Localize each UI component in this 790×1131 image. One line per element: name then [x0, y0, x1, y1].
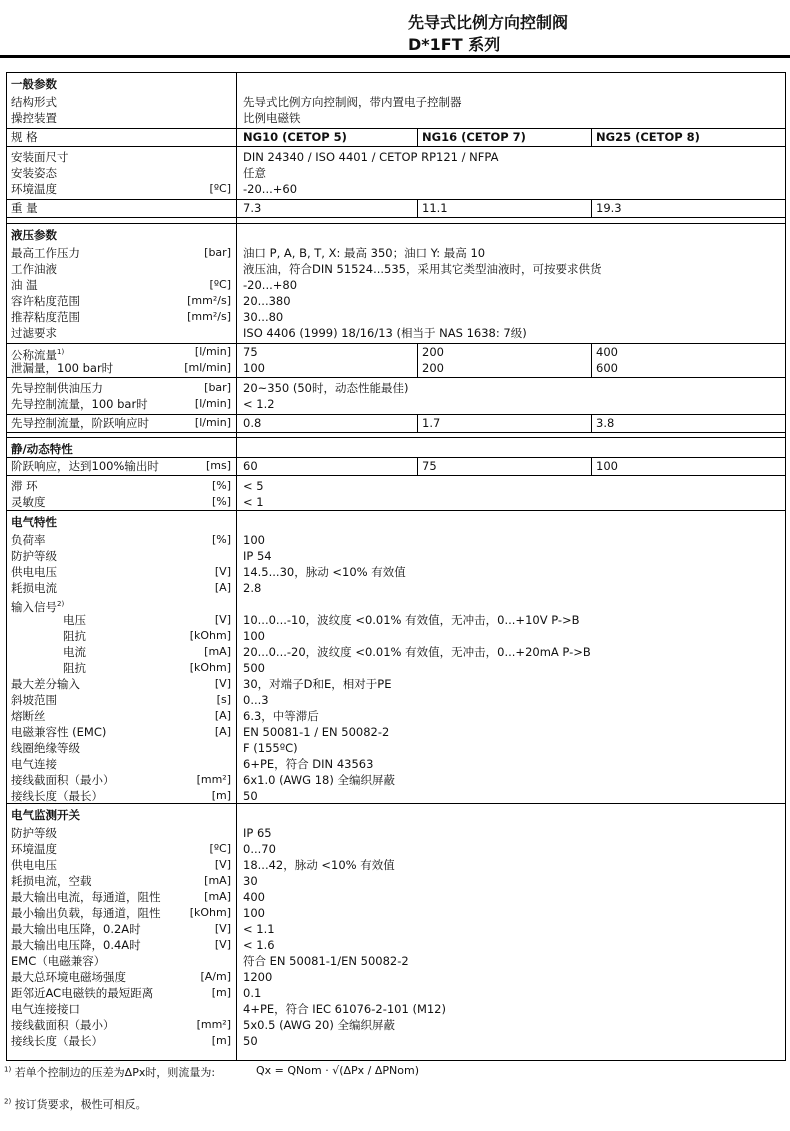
spec-unit: [ºC] — [209, 278, 231, 291]
spec-label: 最大总环境电磁场强度 — [11, 970, 126, 984]
spec-value-ng25: NG25 (CETOP 8) — [596, 130, 700, 144]
section-hydraulic — [7, 223, 785, 438]
spec-label: 耗损电流，空载 — [11, 874, 92, 888]
spec-value: 6+PE，符合 DIN 43563 — [243, 757, 374, 771]
spec-label: 电气连接 — [11, 757, 57, 771]
page-title: 先导式比例方向控制阀 — [408, 13, 569, 32]
section-dynamic — [7, 437, 785, 511]
spec-label: 结构形式 — [11, 95, 57, 109]
page-subtitle: D*1FT 系列 — [408, 35, 501, 54]
spec-value: 10...0...-10，波纹度 <0.01% 有效值，无冲击，0...+10V P->B — [243, 613, 580, 627]
spec-label: 接线截面积（最小） — [11, 773, 115, 787]
spec-label: 熔断丝 — [11, 709, 46, 723]
spec-label: 耗损电流 — [11, 581, 57, 595]
spec-unit: [V] — [214, 565, 231, 578]
spec-unit: [m] — [211, 1034, 231, 1047]
spec-label: 线圈绝缘等级 — [11, 741, 80, 755]
spec-label: 电流 — [63, 645, 86, 659]
footnote-1 — [4, 1064, 215, 1080]
footnote-2 — [4, 1096, 147, 1112]
spec-value: 30 — [243, 874, 258, 888]
column-divider — [236, 511, 237, 804]
spec-unit: [mm²] — [196, 1018, 231, 1031]
spec-label: 过滤要求 — [11, 326, 57, 340]
spec-label: 灵敏度 — [11, 495, 46, 509]
spec-unit: [V] — [214, 858, 231, 871]
spec-label: 接线截面积（最小） — [11, 1018, 115, 1032]
spec-row-pilot-step — [7, 414, 785, 433]
spec-unit: [mA] — [204, 874, 231, 887]
spec-label: 先导控制供油压力 — [11, 381, 103, 395]
spec-label: 供电电压 — [11, 858, 57, 872]
column-divider — [236, 224, 237, 438]
header-rule — [0, 55, 790, 58]
spec-unit: [bar] — [204, 246, 231, 259]
spec-value: 50 — [243, 789, 258, 803]
spec-unit: [A/m] — [200, 970, 231, 983]
spec-label: 环境温度 — [11, 182, 57, 196]
spec-unit: [ºC] — [209, 842, 231, 855]
spec-value-ng10: 7.3 — [243, 201, 262, 215]
spec-label: 滞 环 — [11, 479, 38, 493]
spec-value-ng10: 0.8 — [243, 416, 262, 430]
spec-label: 重 量 — [11, 201, 38, 215]
spec-unit: [A] — [214, 725, 231, 738]
spec-value: ISO 4406 (1999) 18/16/13 (相当于 NAS 1638: 7级) — [243, 326, 527, 340]
spec-value: IP 65 — [243, 826, 272, 840]
spec-value: -20...+60 — [243, 182, 298, 196]
spec-label: 最大输出电流，每通道，阻性 — [11, 890, 161, 904]
spec-value-ng25: 3.8 — [596, 416, 615, 430]
spec-value: 6.3，中等滞后 — [243, 709, 319, 723]
spec-label — [11, 596, 64, 615]
spec-value: < 1.1 — [243, 922, 275, 936]
section-heading: 静/动态特性 — [11, 442, 73, 456]
spec-unit: [%] — [211, 495, 231, 508]
spec-row-flow — [7, 343, 785, 378]
spec-label: 阻抗 — [63, 661, 86, 675]
spec-value: 50 — [243, 1034, 258, 1048]
spec-label: EMC（电磁兼容） — [11, 954, 106, 968]
spec-value: 油口 P, A, B, T, X: 最高 350；油口 Y: 最高 10 — [243, 246, 486, 260]
spec-value: 100 — [243, 906, 265, 920]
spec-unit: [V] — [214, 677, 231, 690]
spec-unit: [mm²/s] — [187, 310, 231, 323]
spec-value: 30...80 — [243, 310, 284, 324]
section-monitor — [7, 803, 785, 1061]
spec-unit: [A] — [214, 709, 231, 722]
spec-label-text: 公称流量 — [11, 347, 57, 362]
spec-value: 500 — [243, 661, 265, 675]
spec-unit: [ml/min] — [184, 361, 231, 374]
spec-value: F (155ºC) — [243, 741, 298, 755]
spec-label: 环境温度 — [11, 842, 57, 856]
spec-label: 油 温 — [11, 278, 38, 292]
spec-value: 100 — [243, 533, 265, 547]
spec-value: -20...+80 — [243, 278, 298, 292]
spec-value: 1200 — [243, 970, 273, 984]
spec-label-text: 输入信号 — [11, 599, 57, 614]
spec-value: 30，对端子D和E，相对于PE — [243, 677, 392, 691]
spec-label: 负荷率 — [11, 533, 46, 547]
spec-value: 20~350 (50时，动态性能最佳) — [243, 381, 409, 395]
spec-value: 先导式比例方向控制阀，带内置电子控制器 — [243, 95, 462, 109]
spec-label: 电气连接接口 — [11, 1002, 80, 1016]
spec-label: 接线长度（最长） — [11, 1034, 103, 1048]
spec-value: 0...70 — [243, 842, 276, 856]
spec-unit: [V] — [214, 613, 231, 626]
spec-label: 最高工作压力 — [11, 246, 80, 260]
spec-value-ng10: 100 — [243, 361, 265, 375]
spec-value: 0...3 — [243, 693, 269, 707]
spec-unit: [%] — [211, 479, 231, 492]
spec-value: < 1.6 — [243, 938, 275, 952]
spec-label: 推荐粘度范围 — [11, 310, 80, 324]
spec-label: 阶跃响应，达到100%输出时 — [11, 459, 159, 473]
spec-label: 接线长度（最长） — [11, 789, 103, 803]
spec-value-ng16: 75 — [422, 459, 437, 473]
spec-value-ng25: 100 — [596, 459, 618, 473]
spec-value: < 5 — [243, 479, 264, 493]
spec-value: 6x1.0 (AWG 18) 全编织屏蔽 — [243, 773, 396, 787]
spec-label: 阻抗 — [63, 629, 86, 643]
spec-unit: [ºC] — [209, 182, 231, 195]
spec-unit: [V] — [214, 922, 231, 935]
spec-value-ng16: 200 — [422, 361, 444, 375]
spec-unit: [l/min] — [194, 397, 231, 410]
spec-label: 先导控制流量，阶跃响应时 — [11, 416, 149, 430]
spec-row-sizes — [7, 128, 785, 147]
spec-value: 5x0.5 (AWG 20) 全编织屏蔽 — [243, 1018, 396, 1032]
section-heading: 一般参数 — [11, 77, 57, 91]
spec-unit: [kOhm] — [189, 906, 231, 919]
spec-unit: [mm²/s] — [187, 294, 231, 307]
spec-value: 2.8 — [243, 581, 262, 595]
spec-label: 工作油液 — [11, 262, 57, 276]
spec-label: 最小输出负载，每通道，阻性 — [11, 906, 161, 920]
spec-value: 100 — [243, 629, 265, 643]
spec-value-ng10: NG10 (CETOP 5) — [243, 130, 347, 144]
spec-value: 0.1 — [243, 986, 262, 1000]
spec-value-ng10: 75 — [243, 345, 258, 359]
spec-unit: [m] — [211, 789, 231, 802]
spec-unit: [s] — [216, 693, 231, 706]
spec-label: 最大输出电压降，0.2A时 — [11, 922, 141, 936]
spec-value-ng25: 600 — [596, 361, 618, 375]
section-heading: 液压参数 — [11, 228, 57, 242]
spec-value-ng25: 400 — [596, 345, 618, 359]
footnote-mark: 2) — [57, 600, 65, 608]
spec-unit: [mA] — [204, 645, 231, 658]
spec-label: 斜坡范围 — [11, 693, 57, 707]
spec-value: 18...42，脉动 <10% 有效值 — [243, 858, 395, 872]
section-heading: 电气监测开关 — [11, 808, 80, 822]
spec-unit: [l/min] — [194, 345, 231, 358]
section-electrical — [7, 510, 785, 804]
spec-value: 任意 — [243, 166, 266, 180]
spec-label: 电压 — [63, 613, 86, 627]
spec-unit: [kOhm] — [189, 661, 231, 674]
spec-value: < 1 — [243, 495, 264, 509]
spec-value: 4+PE，符合 IEC 61076-2-101 (M12) — [243, 1002, 446, 1016]
spec-value-ng16: 11.1 — [422, 201, 448, 215]
spec-unit: [A] — [214, 581, 231, 594]
spec-value: < 1.2 — [243, 397, 275, 411]
spec-value-ng10: 60 — [243, 459, 258, 473]
footnote-mark: 1) — [57, 348, 65, 356]
spec-unit: [kOhm] — [189, 629, 231, 642]
spec-value-ng16: NG16 (CETOP 7) — [422, 130, 526, 144]
spec-label: 规 格 — [11, 130, 38, 144]
spec-value-ng16: 1.7 — [422, 416, 441, 430]
spec-label: 先导控制流量，100 bar时 — [11, 397, 148, 411]
footnote-text: 若单个控制边的压差为ΔPx时，则流量为: — [14, 1066, 216, 1079]
spec-table — [6, 72, 786, 1061]
spec-label: 容许粘度范围 — [11, 294, 80, 308]
spec-row-step — [7, 457, 785, 476]
section-heading: 电气特性 — [11, 515, 57, 529]
spec-value: DIN 24340 / ISO 4401 / CETOP RP121 / NFPA — [243, 150, 499, 164]
spec-label: 安装姿态 — [11, 166, 57, 180]
page-header — [0, 0, 790, 60]
footnote-mark: 2) — [4, 1097, 12, 1106]
spec-label: 供电电压 — [11, 565, 57, 579]
spec-label: 电磁兼容性 (EMC) — [11, 725, 107, 739]
spec-unit: [bar] — [204, 381, 231, 394]
spec-unit: [m] — [211, 986, 231, 999]
spec-value: IP 54 — [243, 549, 272, 563]
spec-value: 14.5...30，脉动 <10% 有效值 — [243, 565, 406, 579]
spec-unit: [mA] — [204, 890, 231, 903]
column-divider — [236, 804, 237, 1061]
spec-unit: [l/min] — [194, 416, 231, 429]
section-general — [7, 73, 785, 223]
spec-unit: [ms] — [205, 459, 231, 472]
spec-value: 20...380 — [243, 294, 291, 308]
spec-label: 安装面尺寸 — [11, 150, 69, 164]
spec-row-weight — [7, 199, 785, 218]
spec-value: 液压油，符合DIN 51524...535，采用其它类型油液时，可按要求供货 — [243, 262, 602, 276]
spec-label: 距邻近AC电磁铁的最短距离 — [11, 986, 154, 1000]
spec-unit: [%] — [211, 533, 231, 546]
spec-unit: [V] — [214, 938, 231, 951]
spec-value: 符合 EN 50081-1/EN 50082-2 — [243, 954, 409, 968]
spec-unit: [mm²] — [196, 773, 231, 786]
spec-label: 最大输出电压降，0.4A时 — [11, 938, 141, 952]
spec-label: 防护等级 — [11, 826, 57, 840]
spec-value-ng25: 19.3 — [596, 201, 622, 215]
spec-value: 20...0...-20，波纹度 <0.01% 有效值，无冲击，0...+20mA P->B — [243, 645, 591, 659]
spec-label: 最大差分输入 — [11, 677, 80, 691]
flow-formula: Qx = QNom · √(ΔPx / ΔPNom) — [256, 1064, 419, 1077]
spec-label: 操控装置 — [11, 111, 57, 125]
spec-label: 防护等级 — [11, 549, 57, 563]
spec-value: 400 — [243, 890, 265, 904]
footnote-text: 按订货要求，极性可相反。 — [14, 1098, 147, 1111]
spec-value-ng16: 200 — [422, 345, 444, 359]
spec-value: EN 50081-1 / EN 50082-2 — [243, 725, 390, 739]
spec-label: 泄漏量，100 bar时 — [11, 361, 114, 375]
spec-value: 比例电磁铁 — [243, 111, 301, 125]
footnote-mark: 1) — [4, 1065, 12, 1074]
